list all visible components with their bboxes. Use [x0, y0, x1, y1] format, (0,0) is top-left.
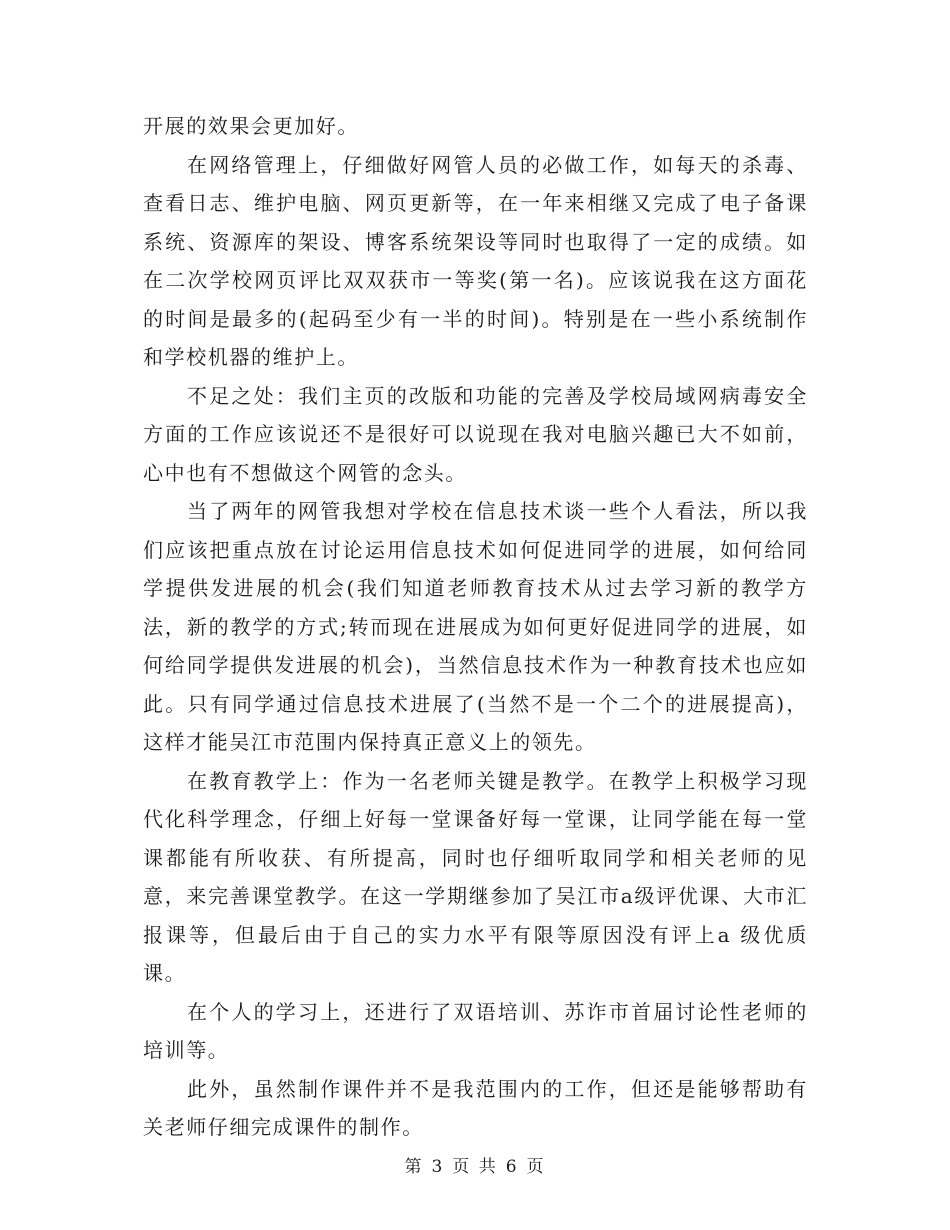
footer-suffix: 页 — [526, 1157, 546, 1177]
paragraph-personal-study: 在个人的学习上，还进行了双语培训、苏诈市首届讨论性老师的培训等。 — [143, 999, 808, 1062]
paragraph-network-management: 在网络管理上，仔细做好网管人员的必做工作，如每天的杀毒、查看日志、维护电脑、网页更新等，在一年来相继又完成了电子备课系统、资源库的架设、博客系统架设等同时也取得了一定的成绩。如在二次学校网页评比双双获市一等奖(第一名)。应该说我在这方面花的时间是最多的(起码至少有一半的时间)。特别是在一些小系统制作和学校机器的维护上。 — [143, 152, 808, 369]
footer-current-page: 3 — [431, 1157, 445, 1177]
paragraph-shortcomings: 不足之处：我们主页的改版和功能的完善及学校局域网病毒安全方面的工作应该说还不是很好可以说现在我对电脑兴趣已大不如前，心中也有不想做这个网管的念头。 — [143, 383, 808, 485]
paragraph-it-opinion: 当了两年的网管我想对学校在信息技术谈一些个人看法，所以我们应该把重点放在讨论运用信息技术如何促进同学的进展，如何给同学提供发进展的机会(我们知道老师教育技术从过去学习新的教学方法，新的教学的方式;转而现在进展成为如何更好促进同学的进展，如何给同学提供发进展的机会)，当然信息技术作为一种教育技术也应如此。只有同学通过信息技术进展了(当然不是一个二个的进展提高)，这样才能吴江市范围内保持真正意义上的领先。 — [143, 499, 808, 754]
paragraph-continuation: 开展的效果会更加好。 — [143, 114, 359, 138]
paragraph-courseware: 此外，虽然制作课件并不是我范围内的工作，但还是能够帮助有关老师仔细完成课件的制作。 — [143, 1076, 808, 1139]
paragraph-teaching: 在教育教学上：作为一名老师关键是教学。在教学上积极学习现代化科学理念，仔细上好每一堂课备好每一堂课，让同学能在每一堂课都能有所收获、有所提高，同时也仔细听取同学和相关老师的见意，来完善课堂教学。在这一学期继参加了吴江市a级评优课、大市汇报课等，但最后由于自己的实力水平有限等原因没有评上a 级优质课。 — [143, 768, 808, 985]
footer-prefix: 第 — [404, 1157, 424, 1177]
footer-total-pages: 6 — [505, 1157, 519, 1177]
page-footer — [0, 1152, 950, 1177]
document-body — [143, 107, 808, 1147]
footer-middle: 页 共 — [452, 1157, 498, 1177]
